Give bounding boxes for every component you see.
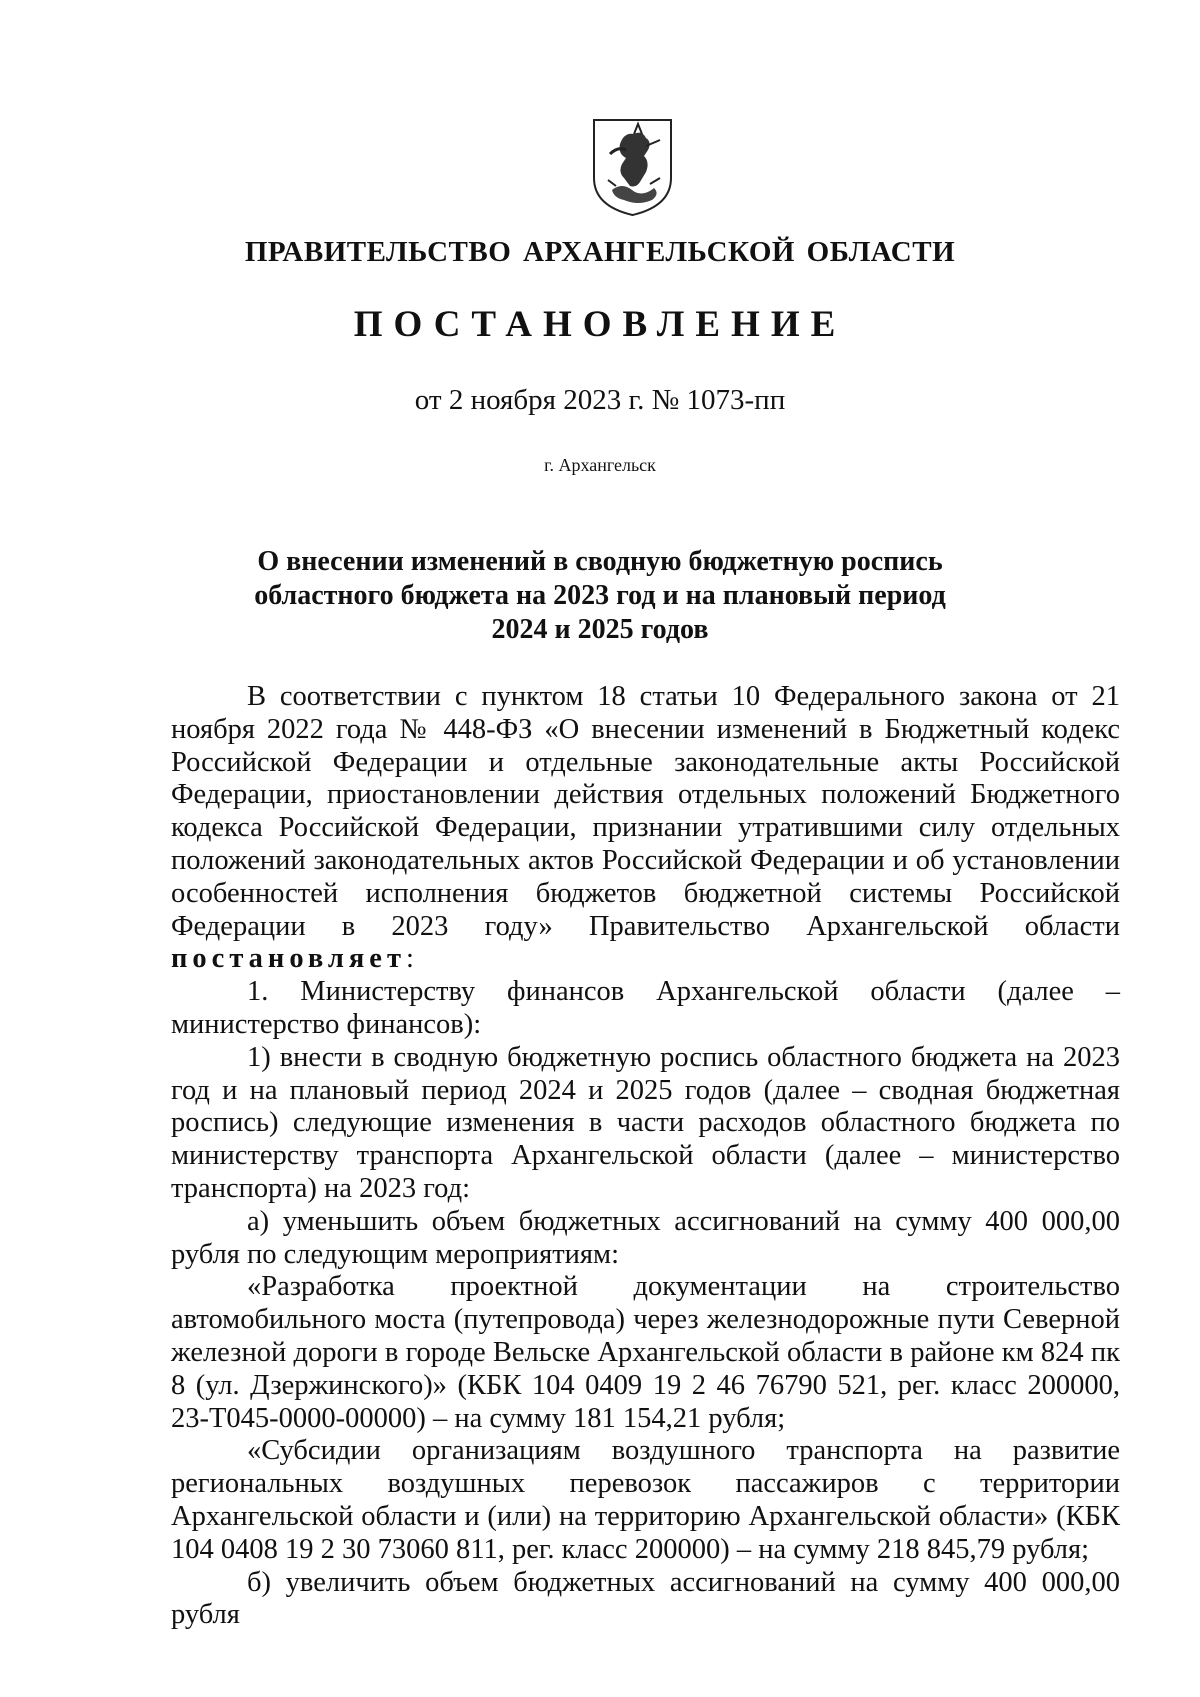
paragraph-subitem-a: а) уменьшить объем бюджетных ассигнований на сумму 400 000,00 рубля по следующим мероприятиям:: [171, 1205, 1120, 1270]
document-type: ПОСТАНОВЛЕНИЕ: [353, 304, 847, 345]
title-line-3: 2024 и 2025 годов: [491, 614, 709, 645]
paragraph-subitem-1: 1) внести в сводную бюджетную роспись областного бюджета на 2023 год и на плановый период 2024 и 2025 годов (далее – сводная бюджетная роспись) следующие изменения в части расходов областного бюджета по министерству транспорта Архангельской области (далее – министерство транспорта) на 2023 год:: [171, 1041, 1120, 1204]
document-city: г. Архангельск: [544, 455, 656, 475]
title-line-1: О внесении изменений в сводную бюджетную роспись: [257, 546, 943, 577]
paragraph-subitem-b: б) увеличить объем бюджетных ассигнований на сумму 400 000,00 рубля: [171, 1566, 1120, 1631]
preamble-colon: :: [405, 943, 414, 975]
paragraph-preamble: [171, 681, 1120, 976]
title-line-2: областного бюджета на 2023 год и на плановый период: [254, 580, 946, 611]
document-body: [171, 681, 1120, 1632]
paragraph-measure-air-transport: «Субсидии организациям воздушного транспорта на развитие региональных воздушных перевозок пассажиров с территории Архангельской области и (или) на территорию Архангельской области» (КБК 104 0408 19 2 30 73060 811, рег. класс 200000) – на сумму 218 845,79 рубля;: [171, 1435, 1120, 1565]
paragraph-item-1: 1. Министерству финансов Архангельской области (далее – министерство финансов):: [171, 976, 1120, 1040]
organization-name: ПРАВИТЕЛЬСТВО АРХАНГЕЛЬСКОЙ ОБЛАСТИ: [244, 236, 956, 268]
resolves-verb: постановляет: [171, 943, 406, 975]
paragraph-measure-bridge: «Разработка проектной документации на строительство автомобильного моста (путепровода) через железнодорожные пути Северной железной дороги в городе Вельске Архангельской области в районе км 824 пк 8 (ул. Дзержинского)» (КБК 104 0409 19 2 46 76790 521, рег. класс 200000, 23-Т045-0000-00000) – на сумму 181 154,21 рубля;: [171, 1271, 1120, 1434]
document-title: [0, 545, 1200, 647]
document-date-number: от 2 ноября 2023 г. № 1073-пп: [414, 384, 786, 416]
coat-of-arms-icon: [590, 116, 675, 218]
preamble-text: В соответствии с пунктом 18 статьи 10 Федерального закона от 21 ноября 2022 года № 448-ФЗ «О внесении изменений в Бюджетный кодекс Российской Федерации и отдельные законодательные акты Российской Федерации, приостановлении действия отдельных положений Бюджетного кодекса Российской Федерации, признании утратившими силу отдельных положений законодательных актов Российской Федерации и об установлении особенностей исполнения бюджетов бюджетной системы Российской Федерации в 2023 году» Правительство Архангельской области: [171, 681, 1120, 942]
coat-of-arms-emblem: [590, 116, 675, 218]
